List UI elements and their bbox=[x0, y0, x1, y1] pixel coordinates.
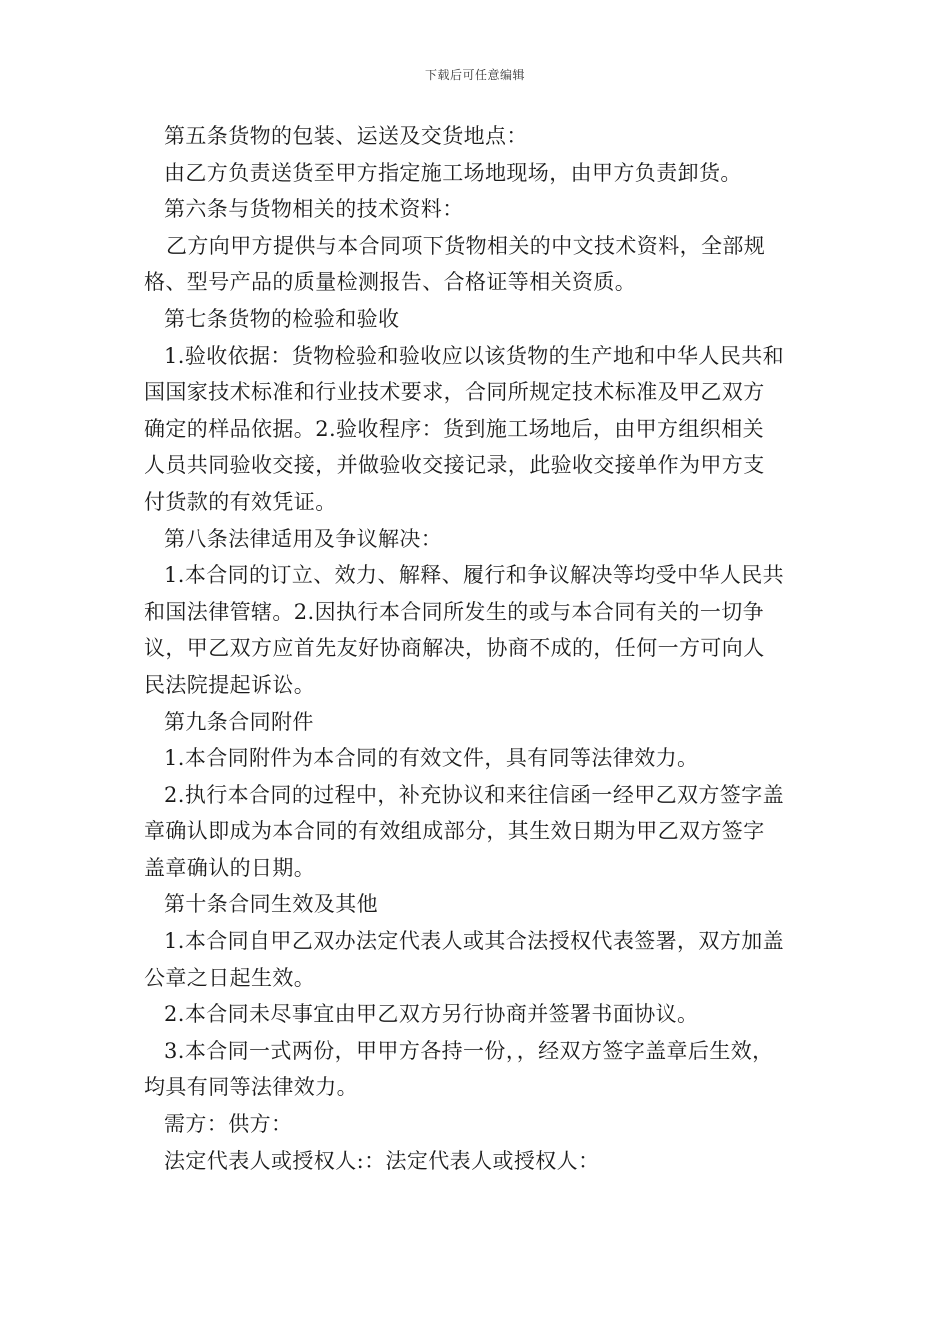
document-line: 需方：供方： bbox=[164, 1112, 293, 1137]
document-line: 第八条法律适用及争议解决： bbox=[164, 526, 443, 551]
document-line: 2.执行本合同的过程中，补充协议和来往信函一经甲乙双方签字盖 bbox=[164, 782, 785, 807]
document-line: 民法院提起诉讼。 bbox=[144, 672, 316, 697]
document-body bbox=[144, 118, 808, 1179]
document-line: 格、型号产品的质量检测报告、合格证等相关资质。 bbox=[144, 270, 637, 295]
document-line: 1.本合同附件为本合同的有效文件，具有同等法律效力。 bbox=[164, 746, 699, 771]
document-line: 议，甲乙双方应首先友好协商解决，协商不成的，任何一方可向人 bbox=[144, 636, 765, 661]
document-line: 1.验收依据：货物检验和验收应以该货物的生产地和中华人民共和 bbox=[164, 343, 785, 368]
document-line: 3.本合同一式两份，甲甲方各持一份，，经双方签字盖章后生效， bbox=[164, 1038, 774, 1063]
document-line: 第十条合同生效及其他 bbox=[164, 892, 378, 917]
document-line: 2.本合同未尽事宜由甲乙双方另行协商并签署书面协议。 bbox=[164, 1002, 699, 1027]
document-line: 由乙方负责送货至甲方指定施工场地现场，由甲方负责卸货。 bbox=[164, 160, 742, 185]
document-line: 和国法律管辖。2.因执行本合同所发生的或与本合同有关的一切争 bbox=[144, 599, 765, 624]
document-line: 付货款的有效凭证。 bbox=[144, 489, 337, 514]
document-line: 法定代表人或授权人:：法定代表人或授权人： bbox=[164, 1148, 600, 1173]
document-line: 第七条货物的检验和验收 bbox=[164, 306, 400, 331]
document-line: 确定的样品依据。2.验收程序：货到施工场地后，由甲方组织相关 bbox=[144, 416, 765, 441]
document-line: 第五条货物的包装、运送及交货地点： bbox=[164, 124, 528, 148]
document-line: 章确认即成为本合同的有效组成部分，其生效日期为甲乙双方签字 bbox=[144, 819, 765, 844]
document-line: 公章之日起生效。 bbox=[144, 965, 316, 990]
document-line: 第六条与货物相关的技术资料： bbox=[164, 197, 464, 222]
document-line: 第九条合同附件 bbox=[164, 709, 314, 734]
document-line: 国国家技术标准和行业技术要求，合同所规定技术标准及甲乙双方 bbox=[144, 380, 765, 405]
document-line: 1.本合同自甲乙双办法定代表人或其合法授权代表签署，双方加盖 bbox=[164, 929, 785, 954]
document-line: 盖章确认的日期。 bbox=[144, 855, 316, 880]
header-note: 下载后可任意编辑 bbox=[424, 68, 525, 82]
document-line: 人员共同验收交接，并做验收交接记录，此验收交接单作为甲方支 bbox=[144, 453, 765, 478]
document-line: 1.本合同的订立、效力、解释、履行和争议解决等均受中华人民共 bbox=[164, 563, 785, 588]
document-line: 均具有同等法律效力。 bbox=[144, 1075, 358, 1100]
document-line: 乙方向甲方提供与本合同项下货物相关的中文技术资料，全部规 bbox=[166, 233, 766, 258]
